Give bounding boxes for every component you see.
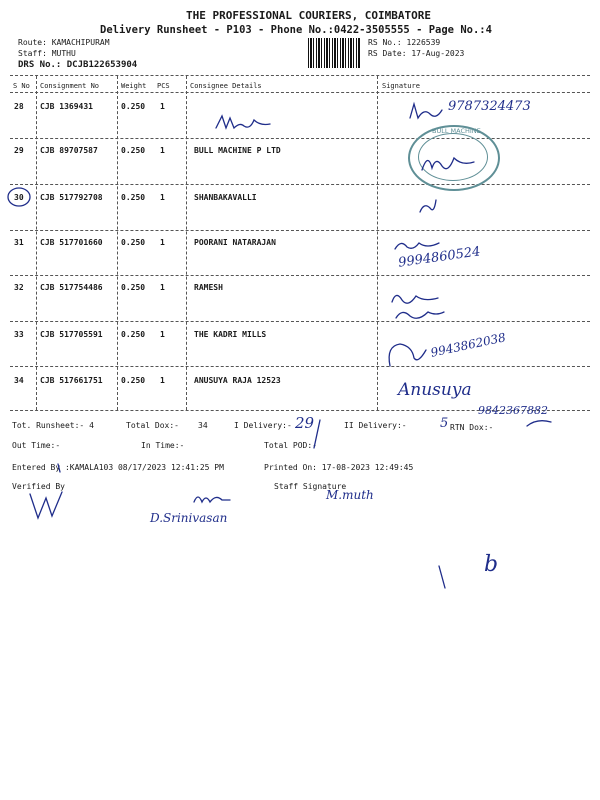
row-consignment: CJB 517754486 <box>40 283 103 292</box>
row-pcs: 1 <box>160 330 165 339</box>
row-sno: 32 <box>14 283 24 292</box>
signature-scribble-icon <box>192 490 234 506</box>
staff-signature: M.muth <box>326 488 374 502</box>
drs-number: DRS No.: DCJB122653904 <box>18 60 138 70</box>
col-header-consignment: Consignment No <box>40 82 100 90</box>
stamp-text: BULL MACHINE <box>432 127 481 135</box>
row-consignee: POORANI NATARAJAN <box>194 238 276 247</box>
row-consignee: ANUSUYA RAJA 12523 <box>194 376 281 385</box>
pen-stroke-icon <box>310 418 324 452</box>
route-label: Route: KAMACHIPURAM <box>18 38 110 47</box>
col-divider-3 <box>186 76 187 410</box>
margin-note: b <box>484 552 499 577</box>
row-pcs: 1 <box>160 376 165 385</box>
table-header-rule <box>10 92 590 93</box>
company-title: THE PROFESSIONAL COURIERS, COIMBATORE <box>186 9 432 22</box>
row-consignee: SHANBAKAVALLI <box>194 193 257 202</box>
row-weight: 0.250 <box>121 193 146 202</box>
barcode <box>308 38 360 68</box>
verifier-signature: D.Srinivasan <box>150 511 228 525</box>
row-weight: 0.250 <box>121 146 146 155</box>
in-time-label: In Time:- <box>141 441 185 450</box>
row-divider <box>10 138 590 139</box>
row-weight: 0.250 <box>121 283 146 292</box>
row-sno: 28 <box>14 102 24 111</box>
signature-scribble-icon <box>214 112 274 134</box>
table-top-rule <box>10 75 590 76</box>
col-header-consignee: Consignee Details <box>190 82 262 90</box>
row-weight: 0.250 <box>121 330 146 339</box>
row-divider <box>10 230 590 231</box>
rs-number: RS No.: 1226539 <box>368 38 441 47</box>
row-divider <box>10 321 590 322</box>
col-divider-2 <box>117 76 118 410</box>
row-divider <box>10 184 590 185</box>
i-delivery-count: 29 <box>295 414 315 432</box>
signature-scribble-icon <box>418 148 478 178</box>
row-pcs: 1 <box>160 238 165 247</box>
row-consignee: RAMESH <box>194 283 223 292</box>
rtn-mark: 5 <box>440 416 449 431</box>
row34-phone: 9842367882 <box>478 404 548 417</box>
row-consignment: CJB 1369431 <box>40 102 93 111</box>
row-weight: 0.250 <box>121 238 146 247</box>
pen-stroke-icon <box>436 564 448 590</box>
row-weight: 0.250 <box>121 102 146 111</box>
row-pcs: 1 <box>160 146 165 155</box>
col-header-weight: Weight <box>121 82 147 90</box>
row31-phone: 9994860524 <box>397 244 482 271</box>
col-divider-4 <box>377 76 378 410</box>
printed-on: Printed On: 17-08-2023 12:49:45 <box>264 463 414 472</box>
staff-label: Staff: MUTHU <box>18 49 76 58</box>
signature-scribble-icon <box>384 334 430 370</box>
circle-mark-icon <box>6 186 34 208</box>
row28-phone: 9787324473 <box>448 99 531 114</box>
signature-scribble-icon <box>416 196 440 220</box>
row-consignment: CJB 89707587 <box>40 146 98 155</box>
row-consignee: THE KADRI MILLS <box>194 330 267 339</box>
signature-scribble-icon <box>408 100 446 122</box>
row-pcs: 1 <box>160 102 165 111</box>
rtn-dox-label: RTN Dox:- <box>450 423 494 432</box>
row-sno: 30 <box>14 193 24 202</box>
rs-date: RS Date: 17-Aug-2023 <box>368 49 465 58</box>
tot-runsheet: Tot. Runsheet:- 4 <box>12 421 94 430</box>
col-divider-1 <box>36 76 37 410</box>
i-delivery-label: I Delivery:- <box>234 421 292 430</box>
total-pod-label: Total POD:- <box>264 441 317 450</box>
row-pcs: 1 <box>160 193 165 202</box>
verifier-initial-icon <box>26 488 72 522</box>
row-consignment: CJB 517701660 <box>40 238 103 247</box>
row33-phone: 9943862038 <box>429 330 507 360</box>
row-weight: 0.250 <box>121 376 146 385</box>
entered-by: Entered By :KAMALA103 08/17/2023 12:41:25 PM <box>12 463 224 472</box>
total-dox-label: Total Dox:- <box>126 421 179 430</box>
signature-scribble-icon <box>388 288 448 326</box>
row-consignment: CJB 517705591 <box>40 330 103 339</box>
col-header-signature: Signature <box>382 82 420 90</box>
row-sno: 31 <box>14 238 24 247</box>
row-divider <box>10 275 590 276</box>
ii-delivery-label: II Delivery:- <box>344 421 407 430</box>
pen-stroke-icon <box>525 418 553 428</box>
row-consignment: CJB 517792708 <box>40 193 103 202</box>
out-time-label: Out Time:- <box>12 441 61 450</box>
row-consignee: BULL MACHINE P LTD <box>194 146 281 155</box>
runsheet-subtitle: Delivery Runsheet - P103 - Phone No.:0422-3505555 - Page No.:4 <box>100 24 492 36</box>
staff-signature-label: Staff Signature <box>274 482 347 491</box>
row-pcs: 1 <box>160 283 165 292</box>
row-sno: 34 <box>14 376 24 385</box>
row34-name: Anusuya <box>398 380 472 400</box>
pen-stroke-icon <box>54 462 64 474</box>
row-sno: 33 <box>14 330 24 339</box>
row-divider <box>10 366 590 367</box>
total-dox-value: 34 <box>198 421 208 430</box>
col-header-sno: S No <box>13 82 30 90</box>
col-header-pcs: PCS <box>157 82 170 90</box>
row-consignment: CJB 517661751 <box>40 376 103 385</box>
row-sno: 29 <box>14 146 24 155</box>
verified-by-label: Verified By <box>12 482 65 491</box>
